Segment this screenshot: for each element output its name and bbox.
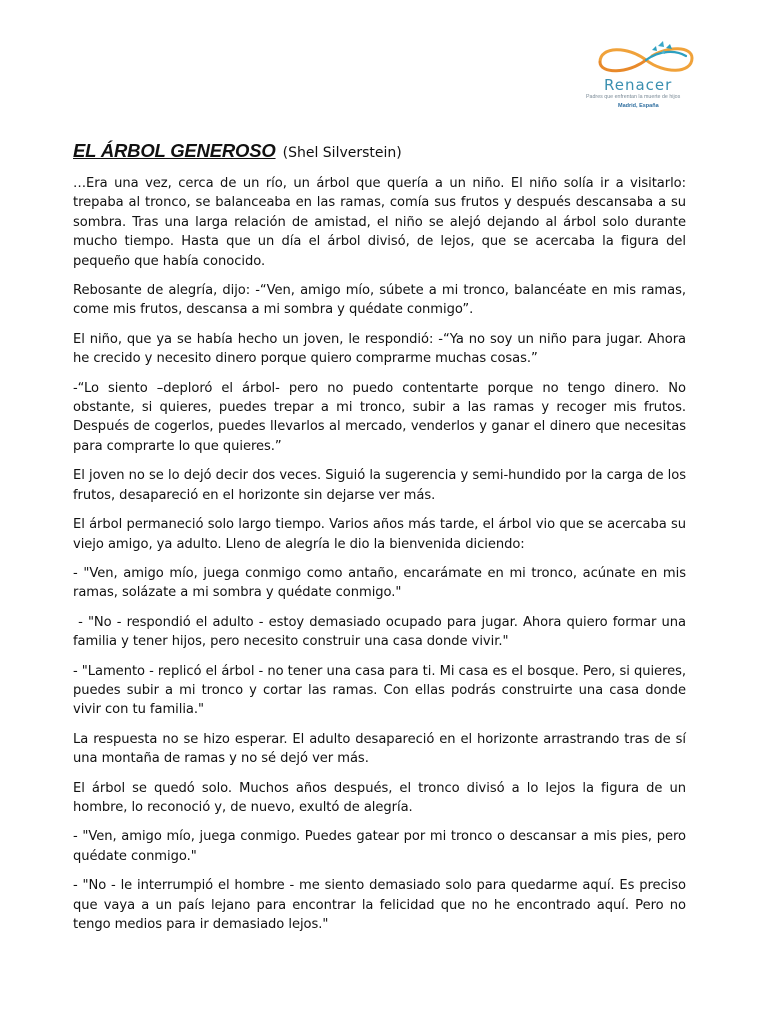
renacer-logo <box>582 40 710 116</box>
logo-name: Renacer <box>604 76 673 94</box>
paragraph: - "Lamento - replicó el árbol - no tener una casa para ti. Mi casa es el bosque. Pero, si quieres, puedes subir a mi tronco y cortar las ramas. Con ellas podrás construirte una casa donde vivir con tu familia." <box>73 663 686 718</box>
paragraph: Rebosante de alegría, dijo: -“Ven, amigo mío, súbete a mi tronco, balancéate en mis ramas, come mis frutos, descansa a mi sombra y quédate conmigo”. <box>73 283 686 318</box>
paragraph: El árbol se quedó solo. Muchos años después, el tronco divisó a lo lejos la figura de un hombre, lo reconoció y, de nuevo, exultó de alegría. <box>73 780 686 815</box>
infinity-butterflies-icon <box>588 40 706 76</box>
paragraph: -“Lo siento –deploró el árbol- pero no puedo contentarte porque no tengo dinero. No obstante, si quieres, puedes trepar a mi tronco, subir a las ramas y recoger mis frutos. Después de cogerlos, puedes llevarlos al mercado, venderlos y ganar el dinero que necesitas para comprarte lo que quieres.” <box>73 380 686 454</box>
paragraph: - "Ven, amigo mío, juega conmigo. Puedes gatear por mi tronco o descansar a mis pies, pero quédate conmigo." <box>73 829 686 864</box>
paragraph: La respuesta no se hizo esperar. El adulto desapareció en el horizonte arrastrando tras de sí una montaña de ramas y no sé dejó ver más. <box>73 731 686 767</box>
paragraph: El niño, que ya se había hecho un joven, le respondió: -“Ya no soy un niño para jugar. Ahora he crecido y necesito dinero porque quiero comprarme muchas cosas.” <box>73 331 686 367</box>
paragraph: - "No - le interrumpió el hombre - me siento demasiado solo para quedarme aquí. Es preciso que vaya a un país lejano para encontrar la felicidad que no he encontrado aquí. Pero no tengo medios para ir demasiado lejos." <box>73 878 686 932</box>
paragraph: El joven no se lo dejó decir dos veces. Siguió la sugerencia y semi-hundido por la carga de los frutos, desapareció en el horizonte sin dejarse ver más. <box>73 468 686 503</box>
paragraph: El árbol permaneció solo largo tiempo. Varios años más tarde, el árbol vio que se acercaba su viejo amigo, ya adulto. Lleno de alegría le dio la bienvenida diciendo: <box>73 517 686 552</box>
logo-city: Madrid, España <box>618 103 659 109</box>
paragraph: - "Ven, amigo mío, juega conmigo como antaño, encarámate en mi tronco, acúnate en mis ramas, solázate a mi sombra y quédate conmigo." <box>73 565 686 601</box>
document-author: (Shel Silverstein) <box>282 145 402 161</box>
paragraph: …Era una vez, cerca de un río, un árbol que quería a un niño. El niño solía ir a visitarlo: trepaba al tronco, se balanceaba en las ramas, comía sus frutos y después descansaba a su sombra. Tras una larga relación de amistad, el niño se alejó dejando al árbol solo durante mucho tiempo. Hasta que un día el árbol divisó, de lejos, que se acercaba la figura del pequeño que había conocido. <box>73 176 686 269</box>
logo-tagline: Padres que enfrentan la muerte de hijos <box>586 94 681 100</box>
document-title: EL ÁRBOL GENEROSO <box>73 140 276 161</box>
paragraph: - "No - respondió el adulto - estoy demasiado ocupado para jugar. Ahora quiero formar una familia y tener hijos, pero necesito construir una casa donde vivir." <box>73 614 691 650</box>
story-body <box>73 174 691 944</box>
title-line <box>73 140 402 162</box>
